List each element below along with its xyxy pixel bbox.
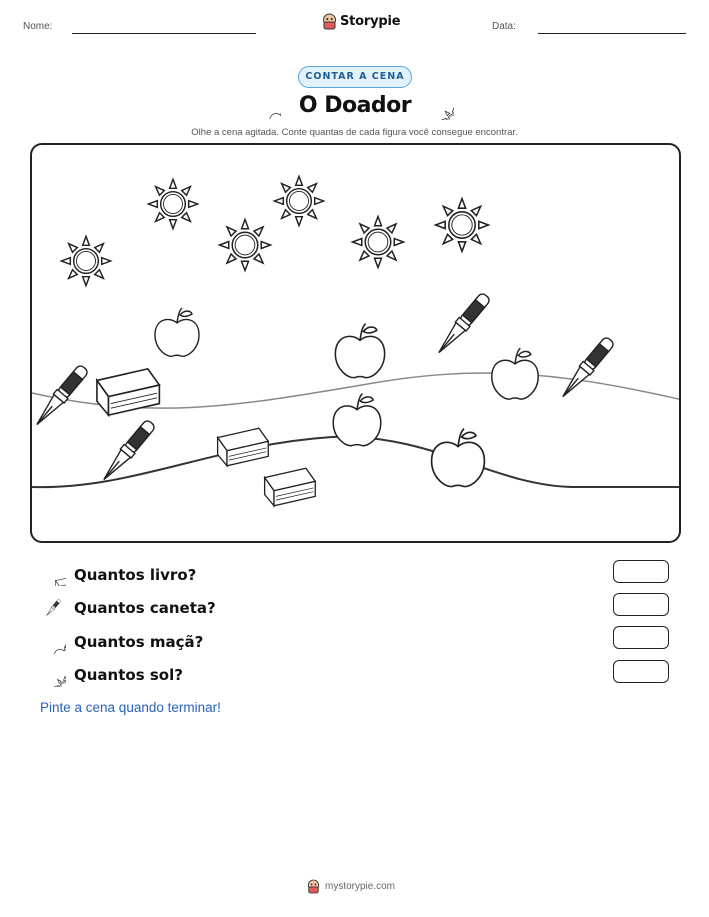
instructions: Olhe a cena agitada. Conte quantas de cada figura você consegue encontrar. [191, 127, 518, 138]
scene-illustration [32, 145, 681, 543]
answer-box-pen[interactable] [613, 593, 669, 616]
pen-icon [32, 363, 90, 429]
date-label: Data: [492, 21, 516, 32]
question-row-book [40, 558, 670, 591]
pen-icon [40, 596, 66, 620]
sun-icon [436, 199, 489, 252]
question-label: Quantos maçã? [74, 632, 204, 651]
question-list [40, 558, 670, 692]
answer-box-book[interactable] [613, 560, 669, 583]
storypie-mascot-icon [322, 13, 337, 30]
apple-icon [333, 394, 381, 446]
apple-icon [255, 91, 281, 119]
name-label: Nome: [23, 21, 53, 32]
apple-icon [155, 308, 199, 356]
apple-icon [492, 348, 538, 399]
sun-icon [61, 236, 110, 285]
book-icon [218, 428, 269, 466]
brand-logo [322, 13, 400, 30]
date-line [538, 33, 686, 34]
sun-icon [274, 176, 323, 225]
apple-icon [335, 324, 384, 378]
question-row-pen [40, 591, 670, 625]
answer-box-apple[interactable] [613, 626, 669, 649]
answer-box-sun[interactable] [613, 660, 669, 683]
question-label: Quantos livro? [74, 565, 197, 584]
pen-icon [433, 291, 491, 357]
question-row-sun [40, 658, 670, 692]
scene-frame [30, 143, 681, 543]
book-icon [265, 468, 316, 506]
question-row-apple [40, 625, 670, 658]
footer-url[interactable]: mystorypie.com [325, 881, 396, 892]
sun-icon [148, 179, 197, 228]
question-label: Quantos caneta? [74, 599, 216, 617]
pen-icon [557, 335, 615, 401]
name-line [72, 33, 256, 34]
apple-icon [40, 630, 66, 654]
book-icon [40, 564, 66, 586]
storypie-mascot-icon [307, 879, 320, 894]
page-title: O Doador [298, 93, 412, 118]
sun-icon [40, 663, 66, 687]
activity-badge: CONTAR A CENA [298, 66, 412, 88]
footer [307, 879, 395, 894]
pen-icon [98, 418, 156, 484]
sun-icon [219, 219, 270, 270]
brand-name: Storypie [340, 14, 401, 29]
sun-icon [426, 92, 454, 120]
coloring-note: Pinte a cena quando terminar! [40, 700, 221, 715]
sun-icon [352, 216, 403, 267]
question-label: Quantos sol? [74, 666, 183, 684]
apple-icon [432, 429, 485, 487]
